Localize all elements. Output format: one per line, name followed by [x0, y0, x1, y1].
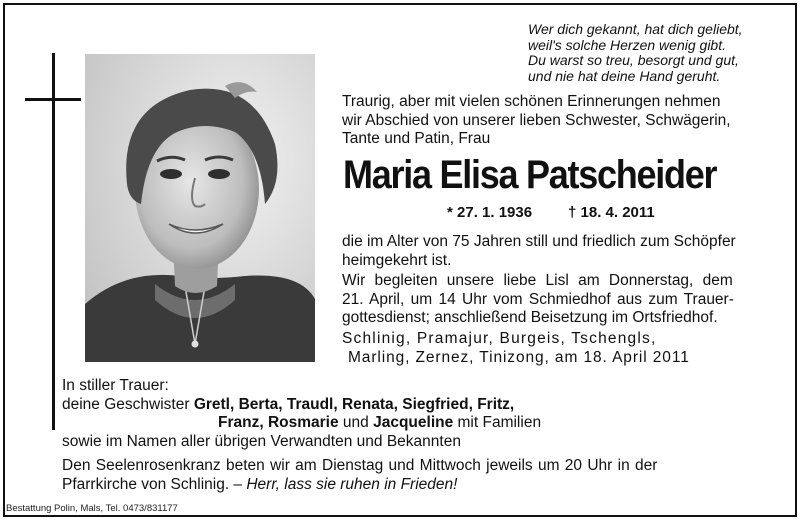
cross-icon — [52, 53, 55, 430]
closing-line: Den Seelenrosenkranz beten wir am Dienstag und Mittwoch jeweils um 20 Uhr in der — [62, 457, 658, 474]
and-word: und — [338, 414, 374, 431]
intro-line: Tante und Patin, Frau — [342, 130, 491, 147]
mourners-heading: In stiller Trauer: — [62, 377, 169, 394]
closing-prayer: Herr, lass sie ruhen in Frieden! — [246, 475, 458, 493]
siblings-prefix: deine Geschwister — [62, 395, 194, 413]
poem-verse — [528, 22, 790, 84]
undertaker-credit: Bestattung Polin, Mals, Tel. 0473/831177 — [6, 503, 178, 514]
cross-icon-crossbar — [25, 98, 81, 101]
birth-date: * 27. 1. 1936 — [447, 204, 533, 221]
death-date: † 18. 4. 2011 — [568, 204, 655, 221]
mourners-section — [62, 377, 762, 451]
intro-line: wir Abschied von unserer lieben Schwester, Schwägerin, — [342, 111, 731, 129]
intro-line: Traurig, aber mit vielen schönen Erinnerungen nehmen — [342, 93, 721, 110]
poem-line: weil's solche Herzen wenig gibt. — [528, 36, 726, 53]
passing-line: die im Alter von 75 Jahren still und friedlich zum Schöpfer — [342, 233, 736, 250]
siblings-names: Jacqueline — [373, 414, 454, 431]
poem-line: Wer dich gekannt, hat dich geliebt, — [528, 21, 743, 37]
funeral-text — [342, 272, 774, 328]
closing-plain: Pfarrkirche von Schlinig. – — [62, 475, 247, 493]
portrait-photo — [85, 54, 315, 362]
deceased-name: Maria Elisa Patscheider — [343, 153, 717, 197]
siblings-line-1 — [62, 396, 762, 415]
closing-line-2 — [62, 476, 782, 495]
siblings-names: Franz, Rosmarie — [218, 414, 339, 431]
places-and-date — [342, 330, 774, 367]
rosary-announcement — [62, 457, 782, 494]
intro-text — [342, 93, 772, 149]
funeral-line: 21. April, um 14 Uhr vom Schmiedhof aus zum Trauer- — [342, 290, 734, 308]
funeral-line: Wir begleiten unsere liebe Lisl am Donnerstag, dem — [342, 272, 733, 289]
family-suffix: mit Familien — [453, 414, 542, 431]
poem-line: und nie hat deine Hand geruht. — [528, 67, 721, 84]
funeral-line: gottesdienst; anschließend Beisetzung im Ortsfriedhof. — [342, 309, 718, 326]
places-line: Marling, Zernez, Tinizong, am 18. April 2011 — [348, 348, 690, 366]
relatives-line: sowie im Namen aller übrigen Verwandten und Bekannten — [62, 432, 461, 450]
poem-line: Du warst so treu, besorgt und gut, — [528, 52, 739, 68]
passing-line: heimgekehrt ist. — [342, 251, 452, 269]
siblings-names: Gretl, Berta, Traudl, Renata, Siegfried, Fritz, — [193, 395, 515, 413]
passing-text — [342, 233, 774, 270]
siblings-line-2 — [62, 414, 762, 433]
places-line: Schlinig, Pramajur, Burgeis, Tschengls, — [342, 330, 657, 347]
